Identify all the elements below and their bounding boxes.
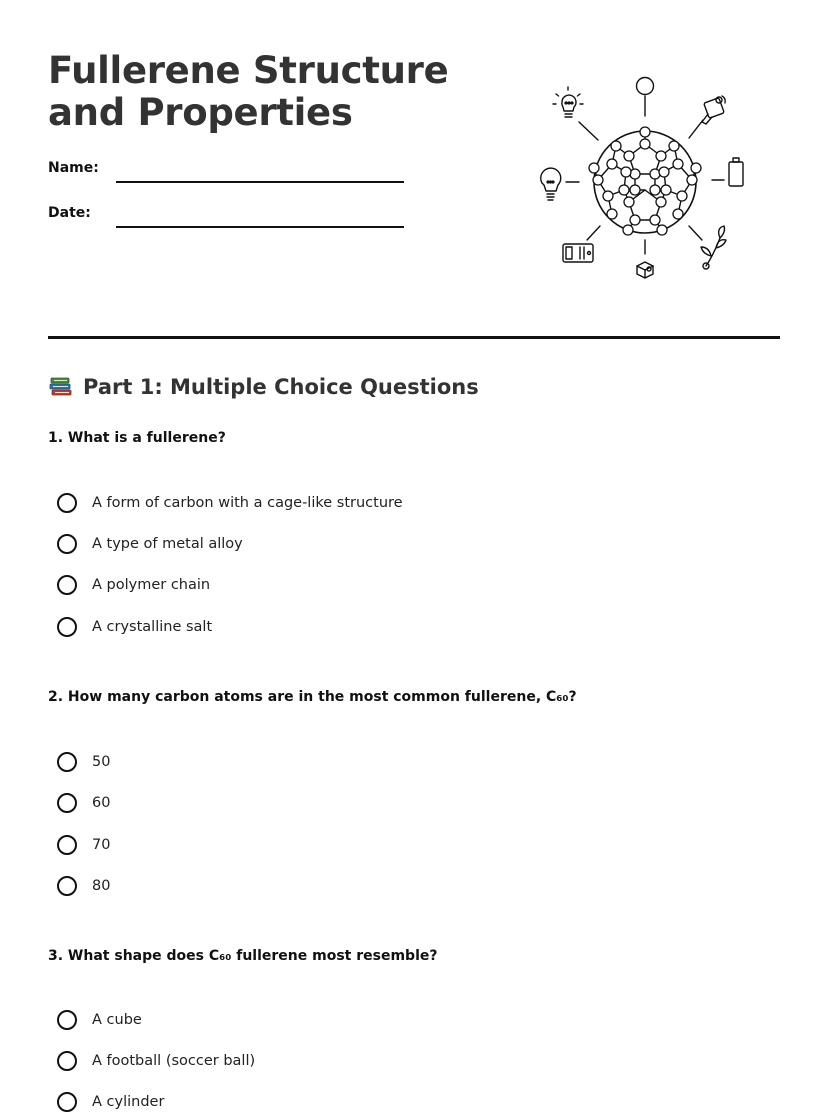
electronic-device-icon [563,244,593,262]
question-3: 3. What shape does C₆₀ fullerene most resemble? [48,948,438,964]
worksheet-title: Fullerene Structure and Properties [48,49,449,134]
option-label: A cylinder [92,1094,165,1110]
q2-option-3[interactable] [57,832,110,858]
radio-button[interactable] [57,534,77,554]
option-label: 60 [92,795,111,811]
option-label: A type of metal alloy [92,536,243,552]
q3-option-2[interactable] [57,1048,255,1074]
battery-icon [729,158,743,186]
radio-button[interactable] [57,1092,77,1112]
question-2: 2. How many carbon atoms are in the most common fullerene, C₆₀? [48,689,577,705]
q2-option-4[interactable] [57,873,110,899]
option-label: A crystalline salt [92,619,213,635]
q1-option-1[interactable] [57,490,403,516]
option-label: A polymer chain [92,577,211,593]
hair-dryer-icon [702,96,725,124]
radio-button[interactable] [57,1010,77,1030]
option-label: A football (soccer ball) [92,1053,256,1069]
question-1: 1. What is a fullerene? [48,430,226,446]
q3-option-3[interactable] [57,1089,164,1115]
plant-icon [701,226,726,269]
q1-option-4[interactable] [57,614,212,640]
option-label: 50 [92,754,111,770]
option-label: 80 [92,878,111,894]
section-divider [48,336,780,339]
lightbulb-icon [553,87,583,117]
radio-button[interactable] [57,617,77,637]
fullerene-applications-illustration [532,72,756,286]
books-icon [48,374,74,400]
q1-option-2[interactable] [57,531,243,557]
radio-button[interactable] [57,793,77,813]
date-field[interactable] [116,226,404,228]
date-label: Date: [48,205,91,221]
q2-option-2[interactable] [57,790,110,816]
q1-option-3[interactable] [57,572,210,598]
part1-heading [48,374,479,400]
radio-button[interactable] [57,835,77,855]
q2-option-1[interactable] [57,749,110,775]
lamp-bulb-icon [541,168,561,200]
option-label: A form of carbon with a cage-like structure [92,495,403,511]
microchip-icon [637,262,653,278]
radio-button[interactable] [57,1051,77,1071]
option-label: 70 [92,837,111,853]
part1-heading-text: Part 1: Multiple Choice Questions [83,375,479,399]
buckyball-molecule-icon [589,127,701,235]
name-label: Name: [48,160,99,176]
name-field[interactable] [116,181,404,183]
q3-option-1[interactable] [57,1007,142,1033]
radio-button[interactable] [57,752,77,772]
connector-lines [566,96,724,254]
radio-button[interactable] [57,575,77,595]
radio-button[interactable] [57,493,77,513]
circle-icon [637,78,654,95]
option-label: A cube [92,1012,142,1028]
radio-button[interactable] [57,876,77,896]
